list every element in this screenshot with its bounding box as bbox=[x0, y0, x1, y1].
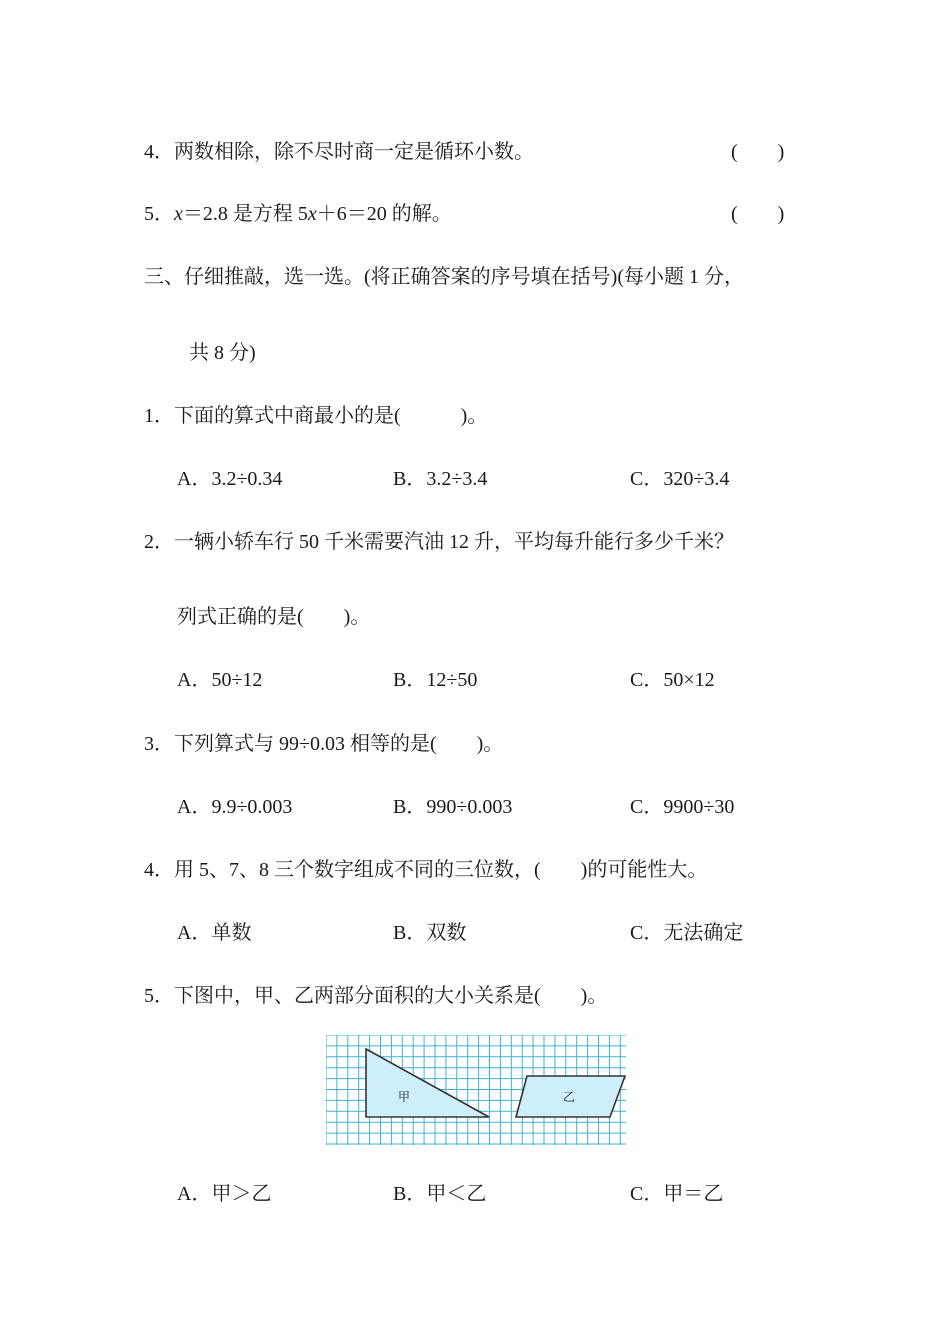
option-b[interactable]: B．990÷0.003 bbox=[393, 796, 513, 818]
option-b[interactable]: B．12÷50 bbox=[393, 669, 478, 691]
label-yi: 乙 bbox=[563, 1090, 576, 1104]
option-c[interactable]: C．无法确定 bbox=[630, 922, 744, 944]
question-stem: 下列算式与 99÷0.03 相等的是( )。 bbox=[174, 733, 504, 755]
judge-text: ＝2.8 是方程 5 bbox=[182, 203, 308, 225]
option-c[interactable]: C．320÷3.4 bbox=[630, 468, 730, 490]
option-a[interactable]: A．单数 bbox=[177, 922, 252, 944]
triangle-jia bbox=[366, 1049, 489, 1117]
question-4 bbox=[144, 858, 707, 882]
judge-number: 5． bbox=[144, 203, 174, 225]
option-c[interactable]: C．9900÷30 bbox=[630, 796, 735, 818]
question-stem: 用 5、7、8 三个数字组成不同的三位数，( )的可能性大。 bbox=[174, 859, 708, 881]
judge-number: 4． bbox=[144, 141, 174, 163]
answer-parentheses[interactable]: ( ) bbox=[731, 203, 785, 225]
question-1 bbox=[144, 404, 487, 428]
option-a[interactable]: A．3.2÷0.34 bbox=[177, 468, 283, 490]
section-title: 三、仔细推敲，选一选。(将正确答案的序号填在括号)(每小题 1 分， bbox=[144, 266, 744, 288]
answer-parentheses[interactable]: ( ) bbox=[731, 141, 785, 163]
section-title-cont: 共 8 分) bbox=[189, 342, 256, 364]
option-c[interactable]: C．50×12 bbox=[630, 669, 715, 691]
option-b[interactable]: B．双数 bbox=[393, 922, 467, 944]
judge-question-4 bbox=[144, 140, 534, 164]
judge-question-5 bbox=[144, 202, 452, 226]
question-stem: 下图中，甲、乙两部分面积的大小关系是( )。 bbox=[174, 985, 608, 1007]
question-number: 4． bbox=[144, 859, 174, 881]
option-a[interactable]: A．甲＞乙 bbox=[177, 1183, 272, 1205]
option-b[interactable]: B．3.2÷3.4 bbox=[393, 468, 488, 490]
area-comparison-figure bbox=[326, 1035, 626, 1145]
question-stem-cont: 列式正确的是( )。 bbox=[177, 606, 371, 628]
variable-x: x bbox=[307, 203, 317, 225]
option-b[interactable]: B．甲＜乙 bbox=[393, 1183, 487, 1205]
question-5 bbox=[144, 984, 607, 1008]
question-stem: 一辆小轿车行 50 千米需要汽油 12 升，平均每升能行多少千米？ bbox=[174, 531, 734, 553]
option-a[interactable]: A．50÷12 bbox=[177, 669, 263, 691]
label-jia: 甲 bbox=[398, 1090, 411, 1104]
option-a[interactable]: A．9.9÷0.003 bbox=[177, 796, 293, 818]
question-3 bbox=[144, 732, 503, 756]
question-number: 2． bbox=[144, 531, 174, 553]
question-number: 1． bbox=[144, 405, 174, 427]
question-number: 5． bbox=[144, 985, 174, 1007]
judge-text: ＋6＝20 的解。 bbox=[316, 203, 452, 225]
question-2 bbox=[144, 530, 734, 554]
question-stem: 下面的算式中商最小的是( )。 bbox=[174, 405, 488, 427]
option-c[interactable]: C．甲＝乙 bbox=[630, 1183, 724, 1205]
judge-text: 两数相除，除不尽时商一定是循环小数。 bbox=[174, 141, 534, 163]
question-number: 3． bbox=[144, 733, 174, 755]
variable-x: x bbox=[174, 203, 183, 225]
